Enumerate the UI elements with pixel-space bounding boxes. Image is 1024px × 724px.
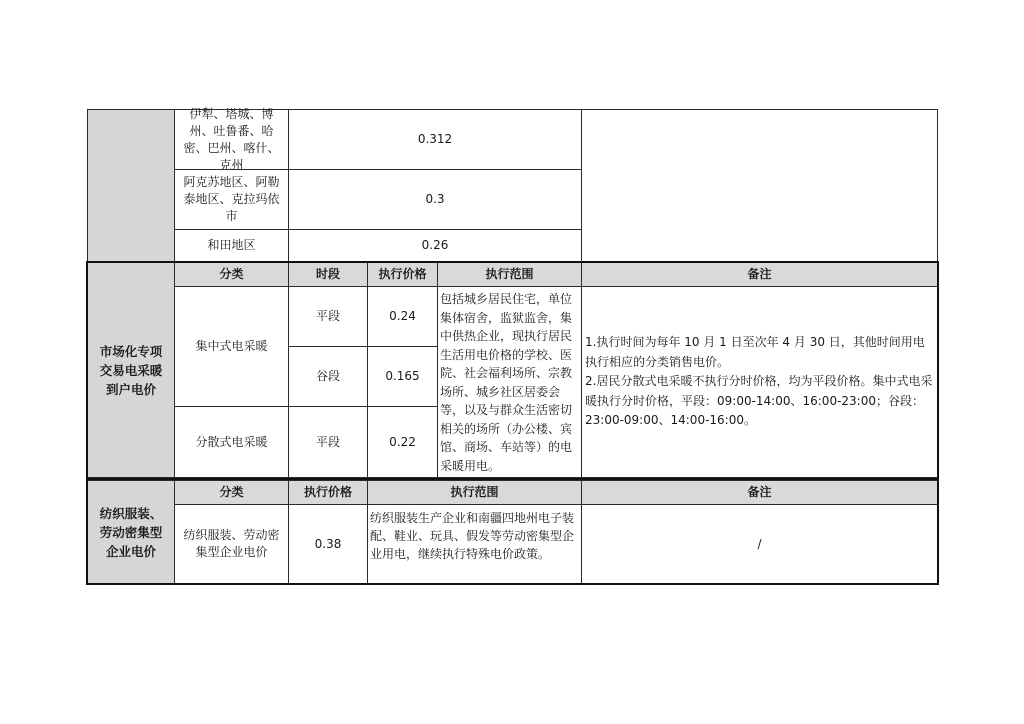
distributed-heating-category: 分散式电采暖 bbox=[174, 406, 289, 478]
heating-header-price: 执行价格 bbox=[367, 262, 438, 287]
heating-header-category: 分类 bbox=[174, 262, 289, 287]
heating-scope-text: 包括城乡居民住宅，单位集体宿舍，监狱监舍，集中供热企业，现执行居民生活用电价格的学校、医院、社会福利场所、宗教场所、城乡社区居委会等，以及与群众生活密切相关的场所（办公楼、宾馆、商场、车站等）的电采暖用电。 bbox=[437, 286, 582, 478]
distributed-price: 0.22 bbox=[367, 406, 438, 478]
table-bottom-border bbox=[87, 583, 938, 585]
central-heating-category: 集中式电采暖 bbox=[174, 286, 289, 407]
area-cell-2: 阿克苏地区、阿勒泰地区、克拉玛依市 bbox=[174, 169, 289, 230]
textile-header-note: 备注 bbox=[581, 480, 938, 505]
textile-scope: 纺织服装生产企业和南疆四地州电子装配、鞋业、玩具、假发等劳动密集型企业用电，继续执行特殊电价政策。 bbox=[367, 504, 582, 584]
heating-header-note: 备注 bbox=[581, 262, 938, 287]
area-cell-1: 伊犁、塔城、博州、吐鲁番、哈密、巴州、喀什、克州 bbox=[174, 109, 289, 170]
section-divider-2 bbox=[87, 478, 938, 480]
central-flat-price: 0.24 bbox=[367, 286, 438, 347]
section-divider-1 bbox=[87, 261, 938, 263]
textile-note: / bbox=[581, 504, 938, 584]
textile-price: 0.38 bbox=[288, 504, 368, 584]
heating-header-period: 时段 bbox=[288, 262, 368, 287]
textile-section-label: 纺织服装、劳动密集型企业电价 bbox=[87, 480, 175, 584]
textile-header-price: 执行价格 bbox=[288, 480, 368, 505]
top-note-cell bbox=[581, 109, 938, 262]
table-left-border bbox=[86, 261, 88, 585]
area-cell-3: 和田地区 bbox=[174, 229, 289, 262]
central-valley-period: 谷段 bbox=[288, 346, 368, 407]
heating-section-label: 市场化专项交易电采暖到户电价 bbox=[87, 262, 175, 478]
distributed-period: 平段 bbox=[288, 406, 368, 478]
price-cell-2: 0.3 bbox=[288, 169, 582, 230]
central-valley-price: 0.165 bbox=[367, 346, 438, 407]
heating-note-text: 1.执行时间为每年 10 月 1 日至次年 4 月 30 日，其他时间用电执行相应的分类销售电价。 2.居民分散式电采暖不执行分时价格，均为平段价格。集中式电采暖执行分时价格，平段：09:00-14:00、16:00-23:00；谷段：23:00-09:00、14:00-16:00。 bbox=[581, 286, 938, 478]
textile-category: 纺织服装、劳动密集型企业电价 bbox=[174, 504, 289, 584]
table-right-border bbox=[937, 261, 939, 585]
textile-header-category: 分类 bbox=[174, 480, 289, 505]
textile-header-scope: 执行范围 bbox=[367, 480, 582, 505]
central-flat-period: 平段 bbox=[288, 286, 368, 347]
price-cell-3: 0.26 bbox=[288, 229, 582, 262]
heating-header-scope: 执行范围 bbox=[437, 262, 582, 287]
top-section-label bbox=[87, 109, 175, 262]
price-cell-1: 0.312 bbox=[288, 109, 582, 170]
